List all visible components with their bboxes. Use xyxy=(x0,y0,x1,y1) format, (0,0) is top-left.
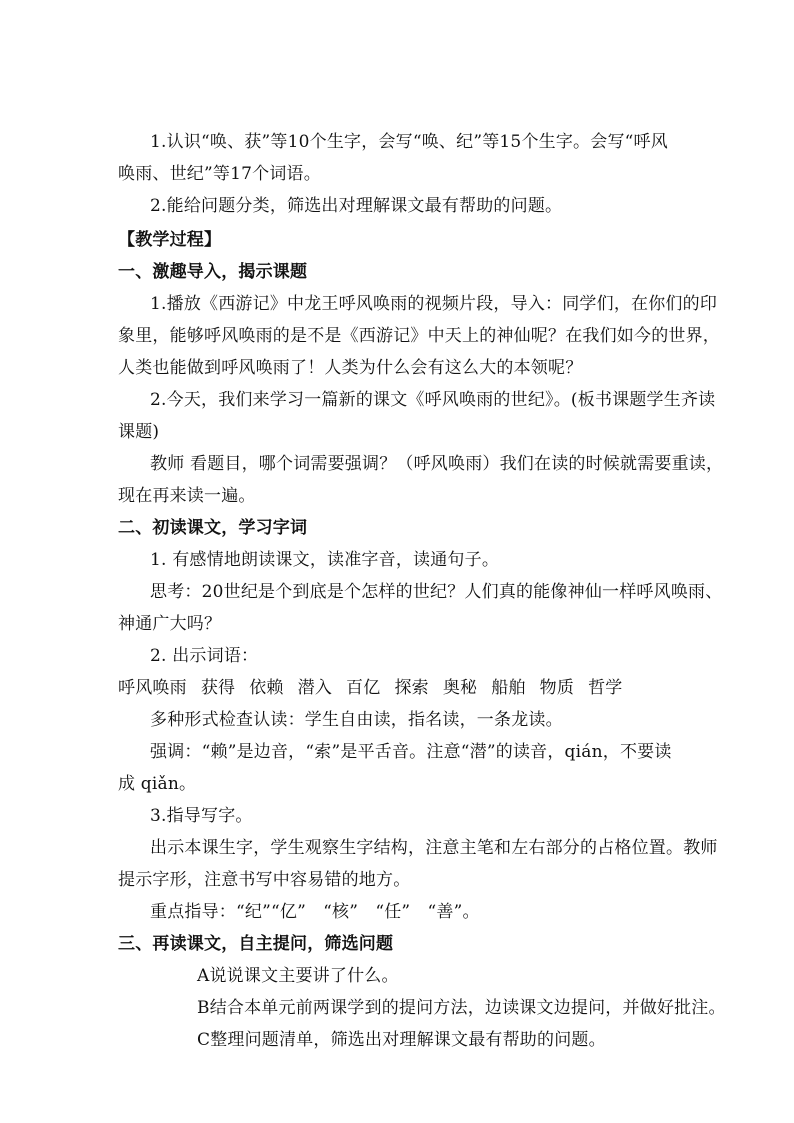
s2-p7-line-1: 出示本课生字，学生观察生字结构，注意主笔和左右部分的占格位置。教师 xyxy=(150,838,718,858)
vocab-item: 奥秘 xyxy=(442,678,478,698)
vocab-item: 依赖 xyxy=(249,678,284,698)
s2-p2-line-2: 神通广大吗？ xyxy=(118,614,222,634)
objective-2: 2.能给问题分类，筛选出对理解课文最有帮助的问题。 xyxy=(150,196,563,216)
s1-p3-line-2: 现在再来读一遍。 xyxy=(118,486,256,506)
s2-p1: 1. 有感情地朗读课文，读准字音，读通句子。 xyxy=(150,550,500,570)
process-heading: 【教学过程】 xyxy=(118,230,222,250)
s1-p2-line-2: 课题) xyxy=(118,422,160,442)
s3-item-c: C整理问题清单，筛选出对理解课文最有帮助的问题。 xyxy=(197,1030,606,1050)
s3-item-b: B结合本单元前两课学到的提问方法，边读课文边提问，并做好批注。 xyxy=(197,998,726,1018)
s1-p1-line-2: 象里，能够呼风唤雨的是不是《西游记》中天上的神仙呢？在我们如今的世界， xyxy=(118,326,720,346)
s2-p8: 重点指导：“纪”“亿” “核” “任” “善”。 xyxy=(150,902,480,922)
vocab-item: 潜入 xyxy=(297,678,333,698)
vocab-item: 船舶 xyxy=(491,678,526,698)
s2-p2-line-1: 思考：20世纪是个到底是个怎样的世纪？人们真的能像神仙一样呼风唤雨、 xyxy=(150,582,723,602)
vocab-item: 探索 xyxy=(394,678,429,698)
section-2-heading: 二、初读课文，学习字词 xyxy=(118,518,308,538)
s1-p3-line-1: 教师 看题目，哪个词需要强调？（呼风唤雨）我们在读的时候就需要重读， xyxy=(150,454,724,474)
vocab-item: 哲学 xyxy=(588,678,623,698)
section-3-heading: 三、再读课文，自主提问，筛选问题 xyxy=(118,934,394,954)
s2-p5-line-2: 成 qiǎn。 xyxy=(118,774,197,794)
section-1-heading: 一、激趣导入，揭示课题 xyxy=(118,262,308,282)
objective-1-line-1: 1.认识“唤、获”等10个生字，会写“唤、纪”等15个生字。会写“呼风 xyxy=(150,132,668,152)
s3-item-a: A说说课文主要讲了什么。 xyxy=(197,966,399,986)
vocab-item: 获得 xyxy=(200,678,236,698)
s2-p3: 2. 出示词语： xyxy=(150,646,259,666)
s2-p7-line-2: 提示字形，注意书写中容易错的地方。 xyxy=(118,870,411,890)
s1-p1-line-1: 1.播放《西游记》中龙王呼风唤雨的视频片段，导入：同学们，在你们的印 xyxy=(150,294,718,314)
s2-p4: 多种形式检查认读：学生自由读，指名读，一条龙读。 xyxy=(150,710,563,730)
vocab-item: 呼风唤雨 xyxy=(118,678,187,698)
s1-p2-line-1: 2.今天，我们来学习一篇新的课文《呼风唤雨的世纪》。(板书课题学生齐读 xyxy=(150,390,716,410)
vocab-list xyxy=(118,676,636,700)
vocab-item: 物质 xyxy=(539,678,575,698)
s1-p1-line-3: 人类也能做到呼风唤雨了！人类为什么会有这么大的本领呢？ xyxy=(118,358,583,378)
s2-p6: 3.指导写字。 xyxy=(150,806,253,826)
vocab-item: 百亿 xyxy=(346,678,381,698)
objective-1-line-2: 唤雨、世纪”等17个词语。 xyxy=(118,164,321,184)
s2-p5-line-1: 强调：“赖”是边音，“索”是平舌音。注意“潜”的读音，qián，不要读 xyxy=(150,742,672,762)
